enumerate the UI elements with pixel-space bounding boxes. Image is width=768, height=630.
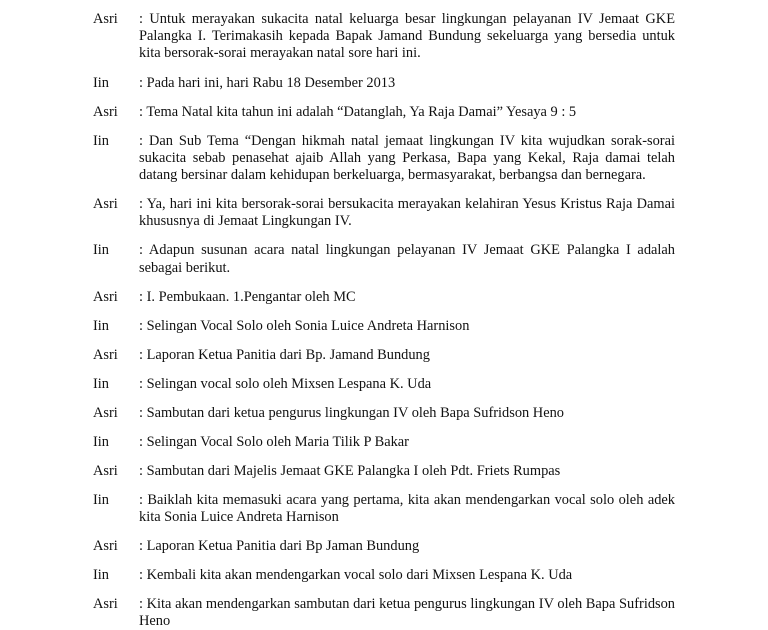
speaker-name: Iin xyxy=(93,132,109,149)
dialogue-text: : Ya, hari ini kita bersorak-sorai bersukacita merayakan kelahiran Yesus Kristus Raja Damai khususnya di Jemaat Lingkungan IV. xyxy=(139,196,675,230)
speaker-name: Asri xyxy=(93,103,118,120)
dialogue-text: : Kita akan mendengarkan sambutan dari ketua pengurus lingkungan IV oleh Bapa Sufridson Heno xyxy=(139,595,675,630)
dialogue-text: : Adapun susunan acara natal lingkungan pelayanan IV Jemaat GKE Palangka I adalah sebagai berikut. xyxy=(139,242,675,276)
dialogue-line xyxy=(93,463,675,480)
dialogue-text: : Selingan Vocal Solo oleh Maria Tilik P Bakar xyxy=(139,433,409,450)
dialogue-line xyxy=(93,434,675,451)
dialogue-text: : Dan Sub Tema “Dengan hikmah natal jemaat lingkungan IV kita wujudkan sorak-sorai sukacita sebab penasehat ajaib Allah yang Perkasa, Bapa yang Kekal, Raja damai telah datang bersinar dalam kehidupan berkeluarga, bermasyarakat, berbangsa dan bernegara. xyxy=(139,132,675,184)
dialogue-line xyxy=(93,405,675,422)
dialogue-text: : Sambutan dari ketua pengurus lingkungan IV oleh Bapa Sufridson Heno xyxy=(139,404,564,421)
dialogue-text: : Kembali kita akan mendengarkan vocal solo dari Mixsen Lespana K. Uda xyxy=(139,566,573,583)
speaker-name: Asri xyxy=(93,196,118,213)
speaker-name: Asri xyxy=(93,595,118,612)
dialogue-line xyxy=(93,538,675,555)
dialogue-line xyxy=(93,347,675,364)
speaker-name: Iin xyxy=(93,375,109,392)
dialogue-text: : Tema Natal kita tahun ini adalah “Datanglah, Ya Raja Damai” Yesaya 9 : 5 xyxy=(139,103,577,120)
dialogue-text: : Baiklah kita memasuki acara yang pertama, kita akan mendengarkan vocal solo oleh adek kita Sonia Luice Andreta Harnison xyxy=(139,491,675,525)
dialogue-line xyxy=(93,196,675,230)
speaker-name: Asri xyxy=(93,404,118,421)
dialogue-line xyxy=(93,567,675,584)
dialogue-line xyxy=(93,104,675,121)
dialogue-line xyxy=(93,596,675,630)
speaker-name: Asri xyxy=(93,11,118,27)
dialogue-text: : Untuk merayakan sukacita natal keluarga besar lingkungan pelayanan IV Jemaat GKE Palangka I. Terimakasih kepada Bapak Jamand Bundung sekeluarga yang bersedia untuk kita bersorak-sorai merayakan natal sore hari ini. xyxy=(139,11,675,62)
dialogue-line xyxy=(93,492,675,526)
speaker-name: Asri xyxy=(93,346,118,363)
speaker-name: Iin xyxy=(93,242,109,259)
speaker-name: Iin xyxy=(93,566,109,583)
speaker-name: Iin xyxy=(93,491,109,508)
dialogue-text: : Pada hari ini, hari Rabu 18 Desember 2013 xyxy=(139,74,396,91)
dialogue-text: : Sambutan dari Majelis Jemaat GKE Palangka I oleh Pdt. Friets Rumpas xyxy=(139,462,561,479)
speaker-name: Iin xyxy=(93,433,109,450)
dialogue-line xyxy=(93,133,675,185)
dialogue-text: : Selingan Vocal Solo oleh Sonia Luice Andreta Harnison xyxy=(139,317,470,334)
dialogue-list xyxy=(93,11,675,630)
dialogue-line xyxy=(93,75,675,92)
speaker-name: Asri xyxy=(93,462,118,479)
speaker-name: Asri xyxy=(93,288,118,305)
dialogue-line xyxy=(93,376,675,393)
dialogue-text: : I. Pembukaan. 1.Pengantar oleh MC xyxy=(139,288,356,305)
dialogue-line xyxy=(93,289,675,306)
speaker-name: Asri xyxy=(93,537,118,554)
dialogue-line xyxy=(93,318,675,335)
speaker-name: Iin xyxy=(93,317,109,334)
dialogue-text: : Laporan Ketua Panitia dari Bp. Jamand Bundung xyxy=(139,346,430,363)
dialogue-text: : Selingan vocal solo oleh Mixsen Lespana K. Uda xyxy=(139,375,432,392)
dialogue-line xyxy=(93,242,675,276)
dialogue-text: : Laporan Ketua Panitia dari Bp Jaman Bundung xyxy=(139,537,420,554)
speaker-name: Iin xyxy=(93,74,109,91)
dialogue-line xyxy=(93,11,675,63)
